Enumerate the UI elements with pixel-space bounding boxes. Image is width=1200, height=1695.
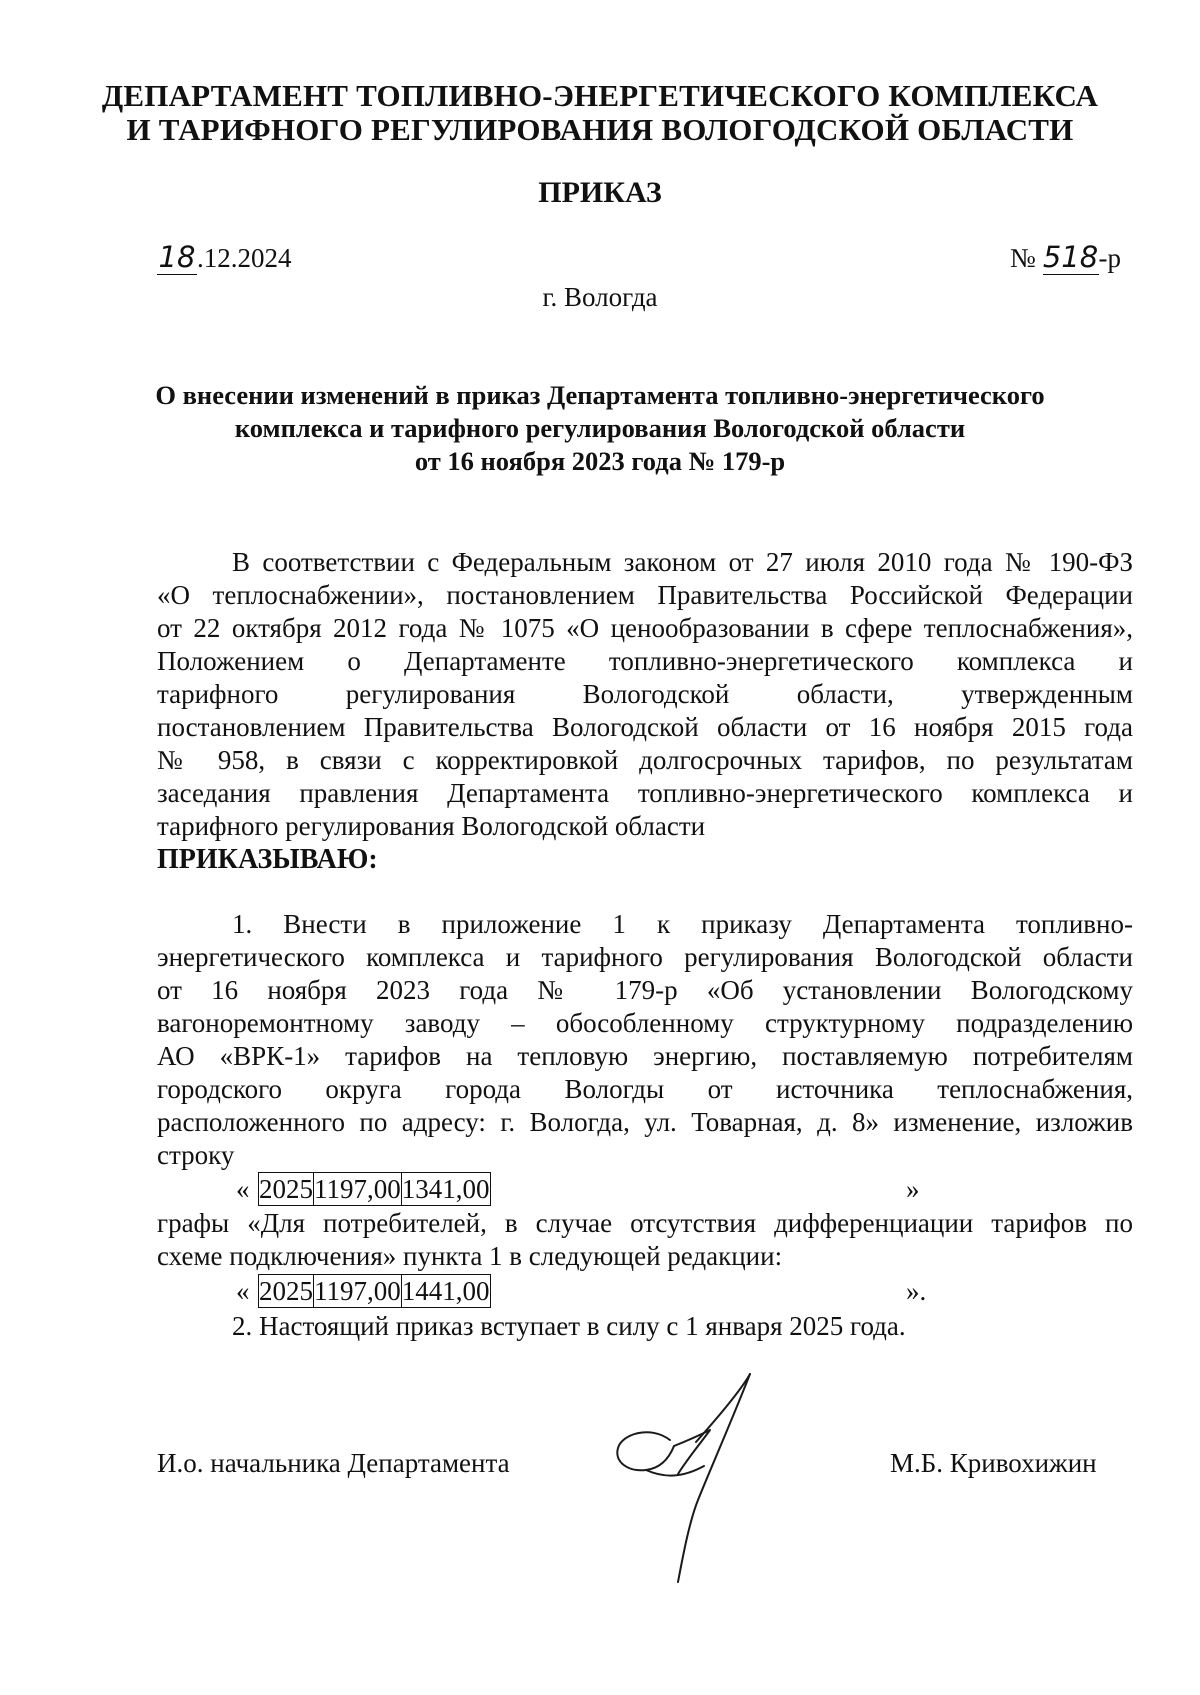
new-tariff-table: [258, 1274, 491, 1308]
order-directive: ПРИКАЗЫВАЮ:: [157, 844, 378, 875]
column-reference-line: графы «Для потребителей, в случае отсутствия дифференциации тарифов по: [157, 1208, 1133, 1238]
old-row-year: 2025: [259, 1174, 313, 1204]
new-row-value-2: 1441,00: [401, 1276, 490, 1306]
title-line-3: от 16 ноября 2023 года № 179-р: [414, 446, 786, 476]
old-row-value-2: 1341,00: [401, 1174, 490, 1204]
preamble-line: постановлением Правительства Вологодской области от 16 ноября 2015 года: [157, 712, 1133, 742]
signature-stroke-rise: [696, 1374, 750, 1442]
handwritten-signature: [600, 1370, 800, 1600]
signature-stroke-z: [674, 1430, 710, 1474]
department-name-line-1: ДЕПАРТАМЕНТ ТОПЛИВНО-ЭНЕРГЕТИЧЕСКОГО КОМПЛЕКСА: [101, 78, 1099, 113]
preamble-line: «О теплоснабжении», постановлением Правительства Российской Федерации: [157, 580, 1133, 610]
item-1-line: расположенного по адресу: г. Вологда, ул. Товарная, д. 8» изменение, изложив: [157, 1107, 1133, 1137]
title-line-1: О внесении изменений в приказ Департамента топливно-энергетического: [155, 380, 1045, 410]
title-line-2: комплекса и тарифного регулирования Вологодской области: [234, 413, 966, 443]
item-1-line: вагоноремонтному заводу – обособленному структурному подразделению: [157, 1008, 1133, 1038]
item-2: 2. Настоящий приказ вступает в силу с 1 января 2025 года.: [232, 1311, 906, 1341]
old-row-close-quote: »: [906, 1174, 920, 1204]
document-date: [157, 240, 292, 275]
signature-stroke-tail: [678, 1374, 750, 1582]
date-day: 18: [158, 240, 196, 274]
number-value: 518: [1042, 240, 1099, 274]
department-name-line-2: И ТАРИФНОГО РЕГУЛИРОВАНИЯ ВОЛОГОДСКОЙ ОБЛАСТИ: [126, 112, 1074, 147]
date-month-year: .12.2024: [197, 243, 292, 273]
preamble-line: тарифного регулирования Вологодской области, утвержденным: [157, 679, 1133, 709]
item-1-line: от 16 ноября 2023 года № 179-р «Об установлении Вологодскому: [157, 975, 1133, 1005]
old-row-open-quote: «: [236, 1174, 250, 1204]
column-reference-line: схеме подключения» пункта 1 в следующей редакции:: [157, 1241, 783, 1271]
preamble-line: от 22 октября 2012 года № 1075 «О ценообразовании в сфере теплоснабжения»,: [157, 613, 1133, 643]
new-row-open-quote: «: [236, 1276, 250, 1306]
new-row-year: 2025: [259, 1276, 313, 1306]
preamble-line: заседания правления Департамента топливно-энергетического комплекса и: [157, 778, 1133, 808]
number-suffix: -р: [1098, 243, 1122, 273]
new-row-value-1: 1197,00: [314, 1276, 401, 1306]
new-row-close-quote: ».: [906, 1276, 927, 1306]
preamble-line: № 958, в связи с корректировкой долгосрочных тарифов, по результатам: [157, 745, 1133, 775]
item-1-line: 1. Внести в приложение 1 к приказу Департамента топливно-: [232, 909, 1133, 939]
item-1-line: энергетического комплекса и тарифного регулирования Вологодской области: [157, 942, 1133, 972]
document-type: ПРИКАЗ: [538, 176, 662, 209]
item-1-line: АО «ВРК-1» тарифов на тепловую энергию, поставляемую потребителям: [157, 1041, 1133, 1071]
number-sign: №: [1010, 243, 1036, 273]
signature-stroke-loop: [617, 1432, 674, 1470]
preamble-line: тарифного регулирования Вологодской области: [157, 811, 706, 841]
signatory-position: И.о. начальника Департамента: [157, 1448, 510, 1478]
preamble-line: В соответствии с Федеральным законом от 27 июля 2010 года № 190-ФЗ: [232, 547, 1133, 577]
city: г. Вологда: [542, 282, 658, 312]
old-row-value-1: 1197,00: [314, 1174, 401, 1204]
document-number: [1010, 240, 1121, 275]
item-1-line: строку: [157, 1140, 235, 1170]
signatory-name: М.Б. Кривохижин: [890, 1448, 1097, 1478]
old-tariff-table: [258, 1172, 491, 1206]
preamble-line: Положением о Департаменте топливно-энергетического комплекса и: [157, 646, 1133, 676]
item-1-line: городского округа города Вологды от источника теплоснабжения,: [157, 1074, 1133, 1104]
